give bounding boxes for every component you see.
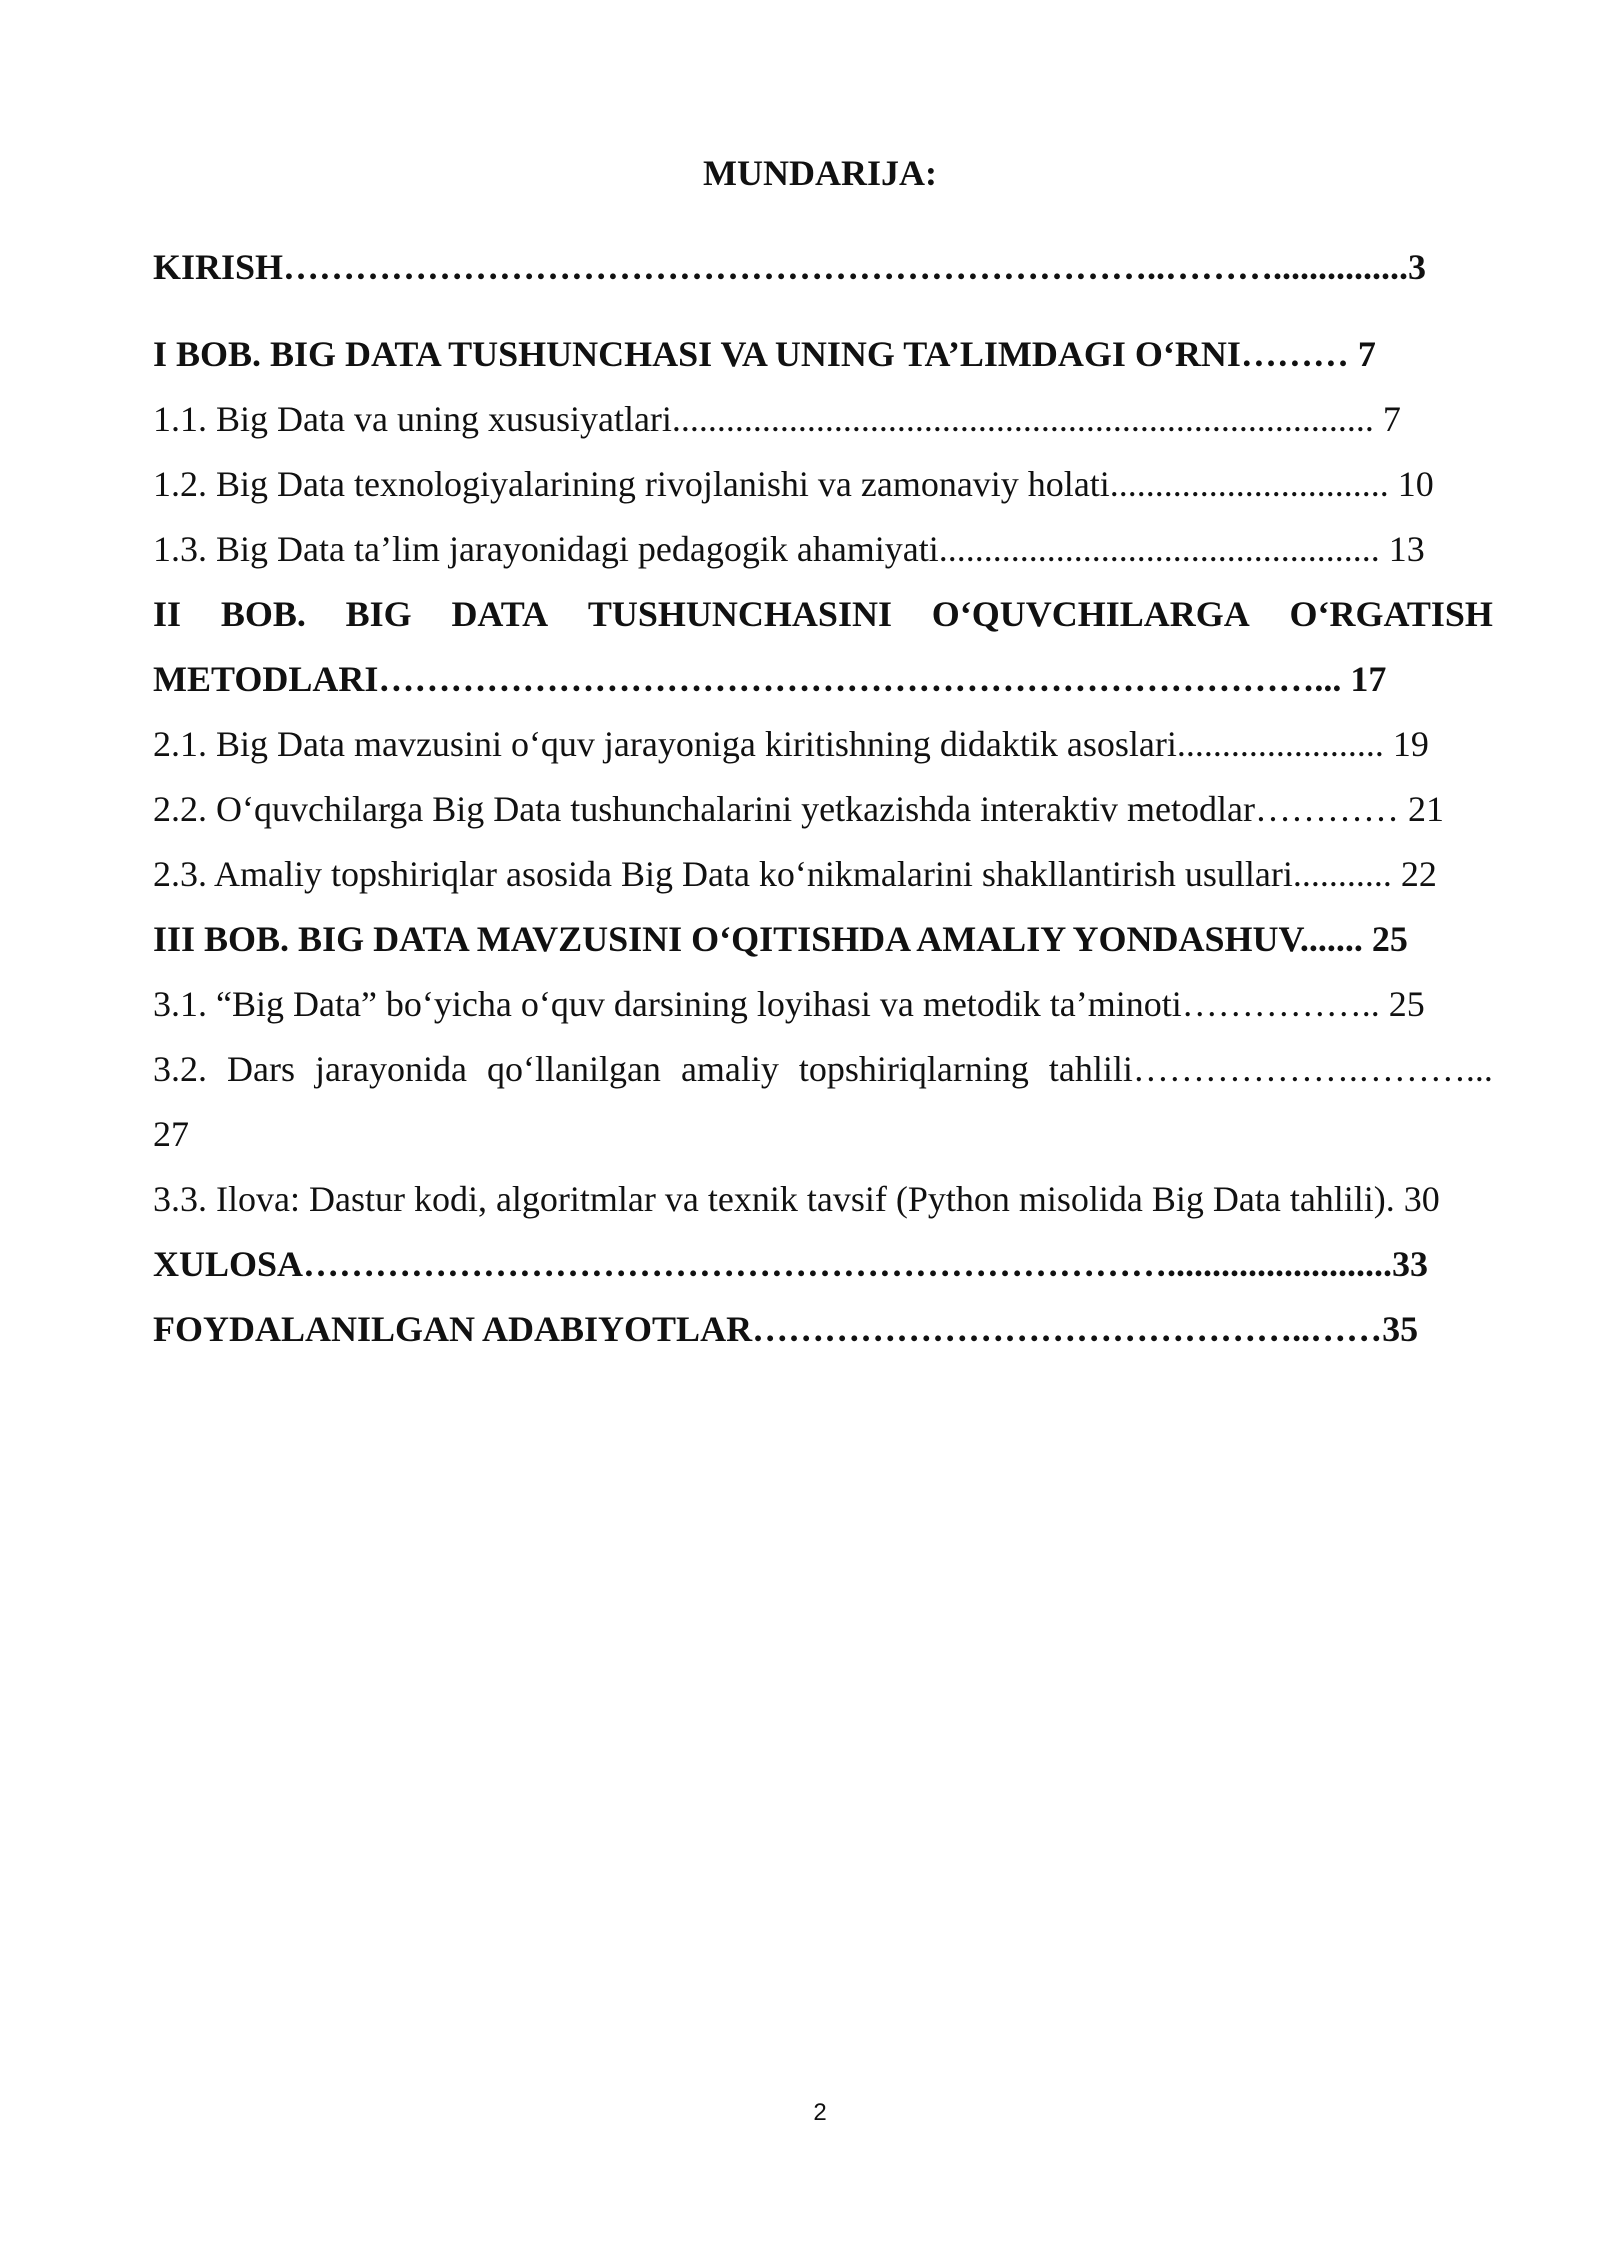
toc-word: BIG: [345, 594, 412, 634]
toc-word: tahlili……………….………...: [1048, 1049, 1493, 1089]
toc-entry-chapter-2-line-1[interactable]: [153, 582, 1493, 647]
toc-word: amaliy: [680, 1049, 779, 1089]
toc-word: 3.2.: [153, 1049, 207, 1089]
toc-entry-3-3[interactable]: 3.3. Ilova: Dastur kodi, algoritmlar va texnik tavsif (Python misolida Big Data tahlili). 30: [153, 1179, 1440, 1219]
toc-word: II: [153, 594, 182, 634]
toc-word: BOB.: [220, 594, 306, 634]
toc-word: O‘RGATISH: [1289, 594, 1493, 634]
toc-word: O‘QUVCHILARGA: [931, 594, 1250, 634]
toc-entry-2-1[interactable]: 2.1. Big Data mavzusini o‘quv jarayoniga kiritishning didaktik asoslari....................... 19: [153, 724, 1429, 764]
toc-title: MUNDARIJA:: [703, 153, 937, 193]
toc-entry-adabiyotlar[interactable]: FOYDALANILGAN ADABIYOTLAR………………………………………..……35: [153, 1309, 1419, 1349]
page-number: 2: [813, 2099, 827, 2126]
toc-word: qo‘llanilgan: [486, 1049, 661, 1089]
toc-entry-chapter-3[interactable]: III BOB. BIG DATA MAVZUSINI O‘QITISHDA AMALIY YONDASHUV....... 25: [153, 919, 1408, 959]
toc-word: TUSHUNCHASINI: [587, 594, 892, 634]
toc-word: DATA: [451, 594, 549, 634]
toc-word: topshiriqlarning: [798, 1049, 1029, 1089]
toc-entry-2-3[interactable]: 2.3. Amaliy topshiriqlar asosida Big Data ko‘nikmalarini shakllantirish usullari........... 22: [153, 854, 1437, 894]
toc-entry-chapter-2-line-2[interactable]: METODLARI……………………………………………………………………... 17: [153, 659, 1387, 699]
toc-entry-1-3[interactable]: 1.3. Big Data ta’lim jarayonidagi pedagogik ahamiyati................................................. 13: [153, 529, 1425, 569]
toc-entry-xulosa[interactable]: XULOSA……………………………………………………………….........................33: [153, 1244, 1429, 1284]
toc-word: jarayonida: [315, 1049, 467, 1089]
table-of-contents: [153, 235, 1493, 1362]
toc-entry-kirish[interactable]: KIRISH………………………………………………………………..………...............3: [153, 247, 1427, 287]
toc-entry-3-2-line-1[interactable]: [153, 1037, 1493, 1102]
toc-entry-3-2-line-2[interactable]: 27: [153, 1114, 189, 1154]
toc-entry-3-1[interactable]: 3.1. “Big Data” bo‘yicha o‘quv darsining loyihasi va metodik ta’minoti…………….. 25: [153, 984, 1425, 1024]
toc-entry-1-1[interactable]: 1.1. Big Data va uning xususiyatlari.............................................................................. 7: [153, 399, 1401, 439]
toc-entry-2-2[interactable]: 2.2. O‘quvchilarga Big Data tushunchalarini yetkazishda interaktiv metodlar………… 21: [153, 789, 1445, 829]
toc-entry-chapter-1[interactable]: I BOB. BIG DATA TUSHUNCHASI VA UNING TA’LIMDAGI O‘RNI……… 7: [153, 334, 1376, 374]
toc-word: Dars: [227, 1049, 295, 1089]
toc-entry-1-2[interactable]: 1.2. Big Data texnologiyalarining rivojlanishi va zamonaviy holati............................... 10: [153, 464, 1434, 504]
